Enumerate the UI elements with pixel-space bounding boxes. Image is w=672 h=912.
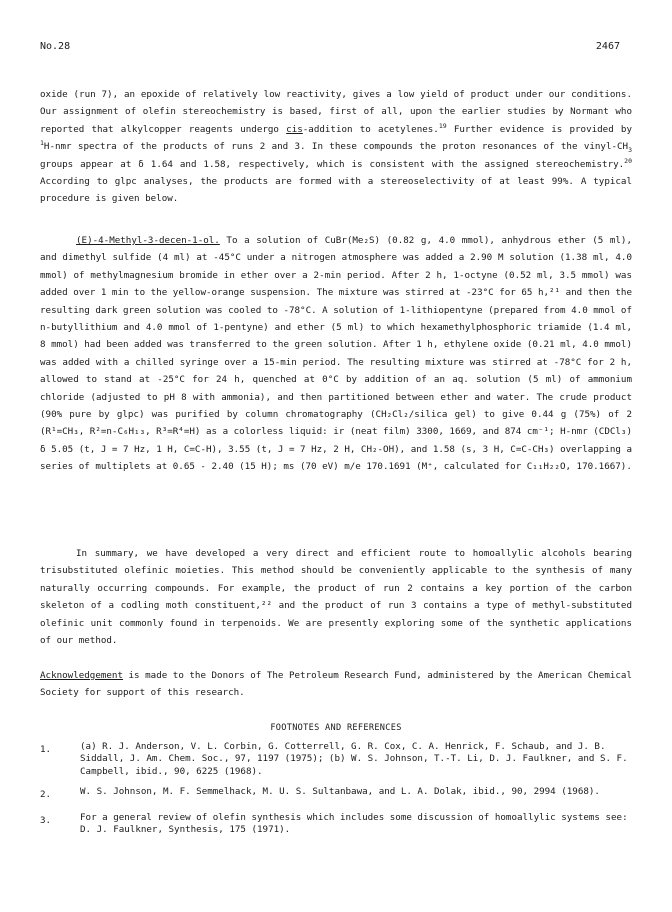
procedure-title: (E)-4-Methyl-3-decen-1-ol.	[76, 235, 220, 246]
paragraph-procedure: (E)-4-Methyl-3-decen-1-ol. To a solution of CuBr(Me₂S) (0.82 g, 4.0 mmol), anhydrous ether (5 ml), and dimethyl sulfide (4 ml) at -45°C under a nitrogen atmosphere was added a 2.90 M solution (1.38 ml, 4.0 mmol) of methylmagnesium bromide in ether over a 2-min period. After 2 h, 1-octyne (0.52 ml, 3.5 mmol) was added over 1 min to the yellow-orange suspension. The mixture was stirred at -23°C for 65 h,²¹ and then the resulting dark green solution was cooled to -78°C. A solution of 1-lithiopentyne (prepared from 4.0 mmol of n-butyllithium and 4.0 mmol of 1-pentyne) and ether (5 ml) to which hexamethylphosphoric triamide (1.4 ml, 8 mmol) had been added was transferred to the green solution. After 1 h, ethylene oxide (0.21 ml, 4.0 mmol) was added with a chilled syringe over a 15-min period. The resulting mixture was stirred at -78°C for 2 h, allowed to stand at -25°C for 24 h, quenched at 0°C by addition of an aq. solution (5 ml) of ammonium chloride (adjusted to pH 8 with ammonia), and then partitioned between ether and water. The crude product (90% pure by glpc) was purified by column chromatography (CH₂Cl₂/silica gel) to give 0.44 g (75%) of 2 (R¹=CH₃, R²=n-C₆H₁₃, R³=R⁴=H) as a colorless liquid: ir (neat film) 3300, 1669, and 874 cm⁻¹; H-nmr (CDCl₃) δ 5.05 (t, J = 7 Hz, 1 H, C=C-H), 3.55 (t, J = 7 Hz, 2 H, CH₂-OH), and 1.58 (s, 3 H, C=C-CH₃) overlapping a series of multiplets at 0.65 - 2.40 (15 H); ms (70 eV) m/e 170.1691 (M⁺, calculated for C₁₁H₂₂O, 170.1667).	[40, 235, 632, 473]
acknowledgement: Acknowledgement is made to the Donors of The Petroleum Research Fund, administered by the American Chemical Society for support of this research.	[40, 670, 632, 699]
page-number: 2467	[595, 41, 620, 52]
footnotes-title: FOOTNOTES AND REFERENCES	[270, 723, 402, 733]
footnote-item: 1. (a) R. J. Anderson, V. L. Corbin, G. Cotterrell, G. R. Cox, C. A. Henrick, F. Schaub, and J. B. Siddall, J. Am. Chem. Soc., 97, 1197 (1975); (b) W. S. Johnson, T.-T. Li, D. J. Faulkner, and S. F. Campbell, ibid., 90, 6225 (1968).	[40, 741, 628, 777]
paragraph-stereochemistry: oxide (run 7), an epoxide of relatively low reactivity, gives a low yield of product under our conditions. Our assignment of olefin stereochemistry is based, first of all, upon the earlier studies by Normant who reported that alkylcopper reagents undergo cis-addition to acetylenes.$^{19}$ Further evidence is provided by $^1$H-nmr spectra of the products of runs 2 and 3. In these compounds the proton resonances of the vinyl-$CH_3$ groups appear at δ 1.64 and 1.58, respectively, which is consistent with the assigned stereochemistry.$^{20}$ According to glpc analyses, the products are formed with a stereoselectivity of at least 99%. A typical procedure is given below.	[40, 89, 632, 205]
footnote-item: 2. W. S. Johnson, M. F. Semmelhack, M. U. S. Sultanbawa, and L. A. Dolak, ibid., 90, 2994 (1968).	[40, 786, 600, 801]
paragraph-summary: In summary, we have developed a very direct and efficient route to homoallylic alcohols bearing trisubstituted olefinic moieties. This method should be conveniently applicable to the synthesis of many naturally occurring compounds. For example, the product of run 2 contains a key portion of the carbon skeleton of a codling moth constituent,²² and the product of run 3 contains a type of methyl-substituted olefinic unit commonly found in terpenoids. We are presently exploring some of the synthetic applications of our method.	[40, 548, 632, 647]
footnote-item: 3. For a general review of olefin synthesis which includes some discussion of homoallylic systems see: D. J. Faulkner, Synthesis, 175 (1971).	[40, 811, 628, 836]
footnote-list	[40, 741, 632, 836]
journal-issue: No.28	[40, 41, 71, 52]
